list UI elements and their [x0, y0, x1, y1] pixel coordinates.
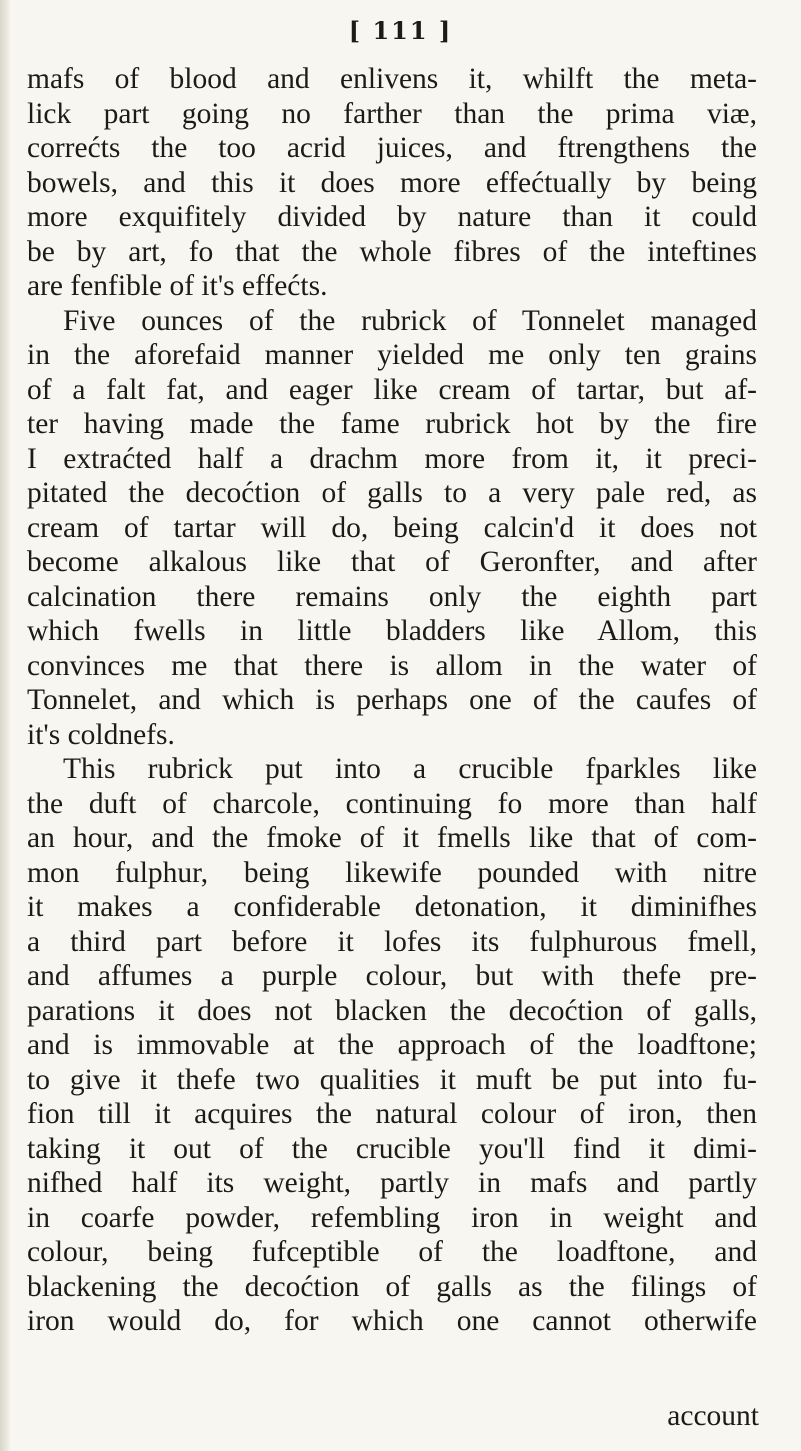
page-gutter-shadow — [0, 0, 10, 1451]
text-line: mon fulphur, being likewife pounded with nitre — [27, 856, 757, 889]
text-line: it makes a confiderable detonation, it diminifhes — [27, 891, 757, 923]
text-line: fion till it acquires the natural colour of iron, then — [27, 1098, 757, 1130]
text-line: in the aforefaid manner yielded me only ten grains — [27, 339, 757, 371]
text-line: nifhed half its weight, partly in mafs and partly — [27, 1167, 757, 1199]
text-line: ter having made the fame rubrick hot by the fire — [27, 408, 757, 440]
text-line: cream of tartar will do, being calcin'd it does not — [27, 511, 757, 544]
text-line: taking it out of the crucible you'll find it dimi- — [27, 1132, 757, 1165]
text-line: calcination there remains only the eighth part — [27, 580, 757, 613]
text-line: to give it thefe two qualities it muft be put into fu- — [27, 1063, 757, 1096]
text-line: correćts the too acrid juices, and ftrengthens the — [27, 132, 757, 164]
text-line: mafs of blood and enlivens it, whilft the meta- — [27, 63, 757, 95]
catchword: account — [667, 1400, 759, 1432]
paragraph-start: Five ounces of the rubrick of Tonnelet managed — [63, 304, 757, 337]
paragraph-start: This rubrick put into a crucible fparkles like — [63, 753, 757, 785]
text-line: iron would do, for which one cannot otherwife — [27, 1305, 757, 1337]
text-line: and is immovable at the approach of the loadftone; — [27, 1029, 757, 1061]
text-line: which fwells in little bladders like Allom, this — [27, 615, 757, 647]
text-line: of a falt fat, and eager like cream of tartar, but af- — [27, 373, 757, 406]
text-line: it's coldnefs. — [27, 718, 175, 751]
text-line: in coarfe powder, refembling iron in weight and — [27, 1201, 757, 1234]
text-line: be by art, fo that the whole fibres of the inteftines — [27, 235, 757, 268]
body-text — [27, 62, 757, 1339]
text-line: pitated the decoćtion of galls to a very pale red, as — [27, 477, 757, 509]
text-line: I extraćted half a drachm more from it, it preci- — [27, 442, 757, 475]
text-line: more exquifitely divided by nature than it could — [27, 201, 757, 233]
text-line: the duft of charcole, continuing fo more than half — [27, 787, 757, 820]
text-line: are fenfible of it's effećts. — [27, 270, 328, 302]
text-line: colour, being fufceptible of the loadftone, and — [27, 1236, 757, 1268]
text-line: a third part before it lofes its fulphurous fmell, — [27, 925, 757, 958]
text-line: bowels, and this it does more effećtually by being — [27, 166, 757, 199]
text-line: become alkalous like that of Geronfter, and after — [27, 546, 757, 578]
text-line: blackening the decoćtion of galls as the filings of — [27, 1270, 757, 1303]
text-line: and affumes a purple colour, but with thefe pre- — [27, 960, 757, 992]
text-line: convinces me that there is allom in the water of — [27, 649, 757, 682]
text-line: an hour, and the fmoke of it fmells like that of com- — [27, 822, 757, 854]
text-line: parations it does not blacken the decoćtion of galls, — [27, 994, 757, 1027]
page-number-header: [ 111 ] — [348, 16, 453, 45]
text-line: Tonnelet, and which is perhaps one of the caufes of — [27, 684, 757, 716]
text-line: lick part going no farther than the prima viæ, — [27, 97, 757, 130]
